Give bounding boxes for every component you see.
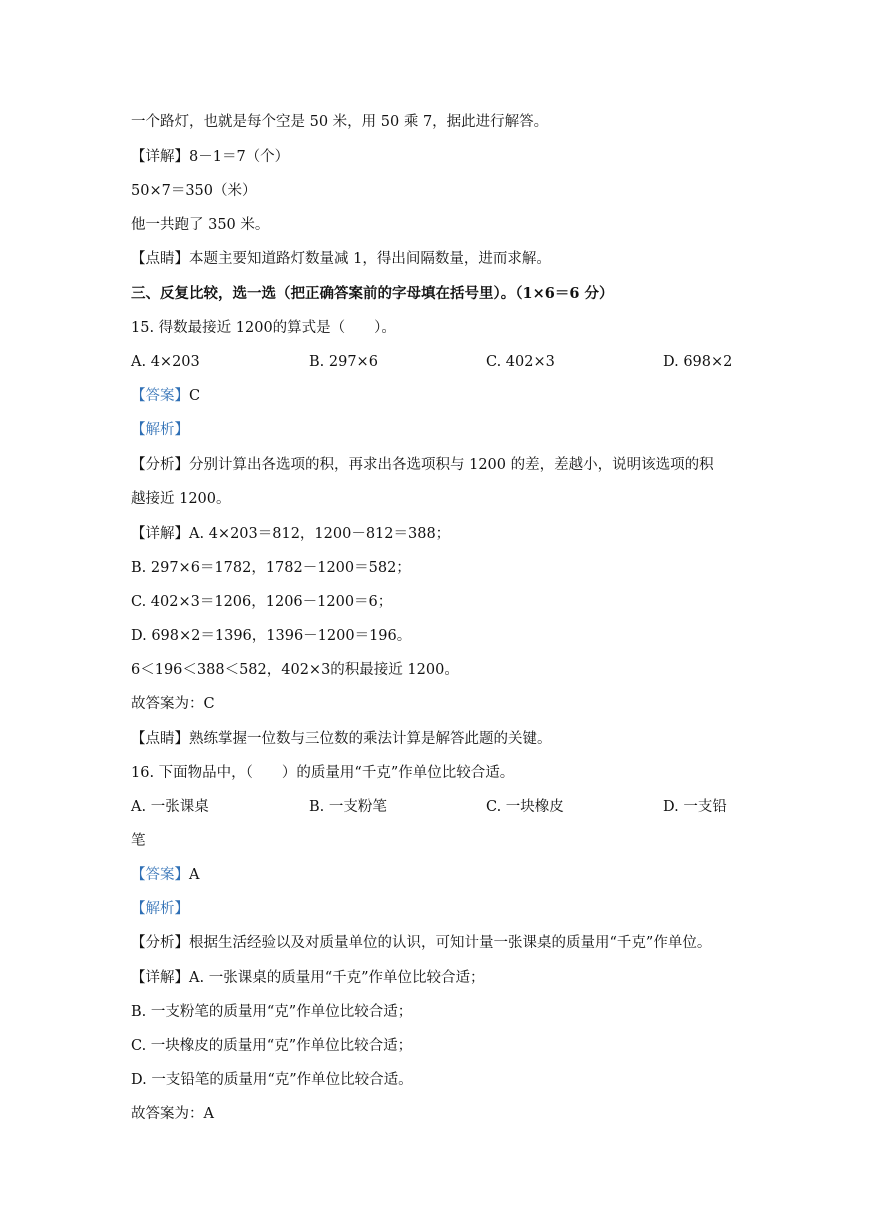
q15-detail: 6＜196＜388＜582，402×3的积最接近 1200。 — [131, 662, 459, 678]
q16-detail: C. 一块橡皮的质量用“克”作单位比较合适； — [131, 1038, 413, 1054]
q15-option-b: B. 297×6 — [309, 354, 378, 370]
q15-detail: B. 297×6＝1782，1782－1200＝582； — [131, 560, 411, 576]
text-line: 一个路灯，也就是每个空是 50 米，用 50 乘 7，据此进行解答。 — [131, 114, 549, 130]
text-line: 【点睛】本题主要知道路灯数量减 1，得出间隔数量，进而求解。 — [131, 251, 551, 267]
q15-final-answer: 故答案为：C — [131, 696, 215, 712]
q15-detail: C. 402×3＝1206，1206－1200＝6； — [131, 594, 393, 610]
q15-detail: D. 698×2＝1396，1396－1200＝196。 — [131, 628, 412, 644]
q16-option-b: B. 一支粉笔 — [309, 799, 387, 815]
q15-answer — [131, 386, 200, 406]
q15-analysis-tag: 【解析】 — [131, 422, 189, 438]
q16-final-answer: 故答案为：A — [131, 1106, 214, 1122]
section-heading: 三、反复比较，选一选（把正确答案前的字母填在括号里）。（1×6＝6 分） — [131, 285, 614, 302]
text-line: 他一共跑了 350 米。 — [131, 217, 270, 233]
q15-detail: 【详解】A. 4×203＝812，1200－812＝388； — [131, 526, 451, 542]
q15-option-a: A. 4×203 — [131, 354, 200, 370]
q15-tip: 【点睛】熟练掌握一位数与三位数的乘法计算是解答此题的关键。 — [131, 731, 552, 747]
answer-value: A — [189, 867, 200, 883]
q16-option-a: A. 一张课桌 — [131, 799, 209, 815]
q16-analysis-tag: 【解析】 — [131, 901, 189, 917]
answer-tag: 【答案】 — [131, 388, 189, 404]
q15-option-d: D. 698×2 — [663, 354, 733, 370]
q16-option-c: C. 一块橡皮 — [486, 799, 564, 815]
q15-analysis: 越接近 1200。 — [131, 491, 231, 507]
q16-answer — [131, 865, 199, 885]
answer-value: C — [189, 388, 201, 404]
q16-option-wrap: 笔 — [131, 833, 146, 849]
q16-detail: 【详解】A. 一张课桌的质量用“千克”作单位比较合适； — [131, 970, 485, 986]
q15-analysis: 【分析】分别计算出各选项的积，再求出各选项积与 1200 的差，差越小，说明该选项的积 — [131, 457, 714, 473]
q16-option-d: D. 一支铅 — [663, 799, 727, 815]
question-15: 15. 得数最接近 1200的算式是（ ）。 — [131, 320, 396, 336]
q16-analysis: 【分析】根据生活经验以及对质量单位的认识，可知计量一张课桌的质量用“千克”作单位。 — [131, 935, 712, 951]
text-line: 50×7＝350（米） — [131, 183, 257, 199]
answer-tag: 【答案】 — [131, 867, 189, 883]
q16-detail: D. 一支铅笔的质量用“克”作单位比较合适。 — [131, 1072, 413, 1088]
q15-option-c: C. 402×3 — [486, 354, 555, 370]
q16-detail: B. 一支粉笔的质量用“克”作单位比较合适； — [131, 1004, 413, 1020]
text-line: 【详解】8－1＝7（个） — [131, 149, 290, 165]
question-16: 16. 下面物品中，（ ）的质量用“千克”作单位比较合适。 — [131, 765, 515, 781]
